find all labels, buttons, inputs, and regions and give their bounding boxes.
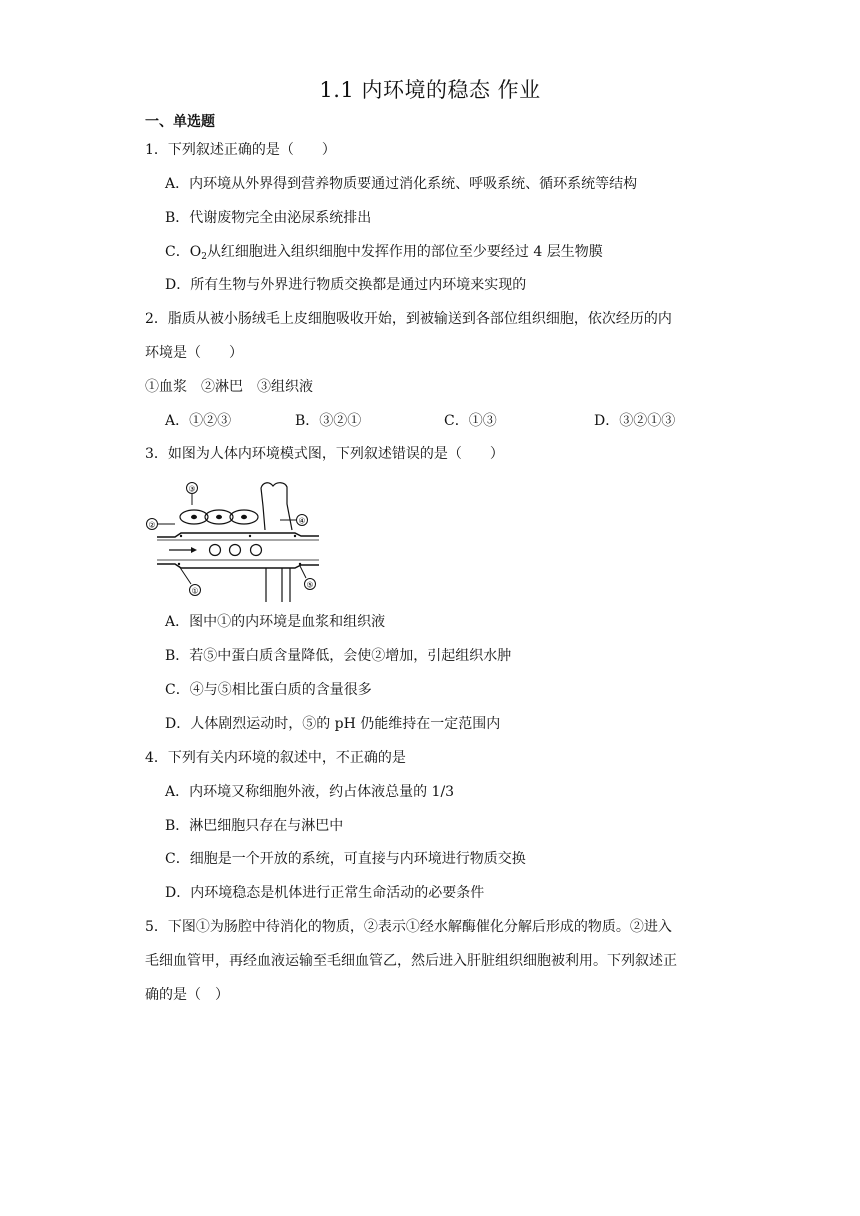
q1-option-c	[165, 242, 603, 267]
q1-option-a: A．内环境从外界得到营养物质要通过消化系统、呼吸系统、循环系统等结构	[165, 176, 638, 192]
q5-stem-line2: 毛细血管甲，再经血液运输至毛细血管乙，然后进入肝脏组织细胞被利用。下列叙述正	[145, 953, 677, 969]
q3-option-b: B．若⑤中蛋白质含量降低，会使②增加，引起组织水肿	[165, 648, 512, 664]
diagram-label-5: ⑤	[306, 580, 314, 590]
q4-option-c: C．细胞是一个开放的系统，可直接与内环境进行物质交换	[165, 851, 526, 867]
q2-option-c: C．①③	[444, 413, 497, 429]
diagram-label-2: ②	[148, 520, 156, 530]
q5-stem-line1: 5．下图①为肠腔中待消化的物质，②表示①经水解酶催化分解后形成的物质。②进入	[145, 919, 672, 935]
q1-option-c-sub: 2	[201, 252, 207, 262]
q4-stem: 4．下列有关内环境的叙述中，不正确的是	[145, 750, 406, 766]
label-1-group	[179, 566, 201, 596]
lower-vessel	[266, 568, 290, 602]
blood-capillary	[157, 533, 319, 568]
q2-stem-line1: 2．脂质从被小肠绒毛上皮细胞吸收开始，到被输送到各部位组织细胞，依次经历的内	[145, 311, 672, 327]
q4-option-b: B．淋巴细胞只存在与淋巴中	[165, 818, 344, 834]
q2-items: ①血浆 ②淋巴 ③组织液	[145, 379, 313, 395]
q1-option-b: B．代谢废物完全由泌尿系统排出	[165, 210, 372, 226]
diagram-label-4: ④	[298, 516, 306, 526]
lymph-capillary	[261, 483, 292, 530]
q1-stem: 1．下列叙述正确的是（ ）	[145, 142, 336, 158]
tissue-cells	[180, 510, 258, 524]
q1-option-d: D．所有生物与外界进行物质交换都是通过内环境来实现的	[165, 277, 527, 293]
q2-option-b: B．③②①	[295, 413, 362, 429]
label-5-group	[300, 566, 316, 590]
q3-option-a: A．图中①的内环境是血浆和组织液	[165, 614, 386, 630]
q3-option-c: C．④与⑤相比蛋白质的含量很多	[165, 682, 372, 698]
diagram-label-1: ①	[191, 586, 199, 596]
q4-option-a: A．内环境又称细胞外液，约占体液总量的 1/3	[165, 784, 455, 800]
q2-stem-line2: 环境是（ ）	[145, 345, 243, 361]
label-3-group	[187, 483, 198, 506]
internal-environment-diagram	[145, 474, 330, 602]
q4-option-d: D．内环境稳态是机体进行正常生命活动的必要条件	[165, 885, 485, 901]
q3-option-d: D．人体剧烈运动时，⑤的 pH 仍能维持在一定范围内	[165, 716, 501, 732]
diagram-label-3: ③	[188, 484, 196, 494]
q5-stem-line3: 确的是（ ）	[145, 987, 229, 1003]
q2-option-d: D．③②①③	[594, 413, 676, 429]
q1-option-c-post: 从红细胞进入组织细胞中发挥作用的部位至少要经过 4 层生物膜	[206, 244, 603, 260]
label-2-group	[147, 519, 176, 530]
q3-stem: 3．如图为人体内环境模式图，下列叙述错误的是（ ）	[145, 446, 504, 462]
page-title: 1.1 内环境的稳态 作业	[319, 78, 541, 102]
q1-option-c-pre: C．O	[165, 244, 202, 260]
section-heading: 一、单选题	[145, 114, 215, 130]
q2-option-a: A．①②③	[165, 413, 232, 429]
label-4-group	[280, 515, 308, 526]
